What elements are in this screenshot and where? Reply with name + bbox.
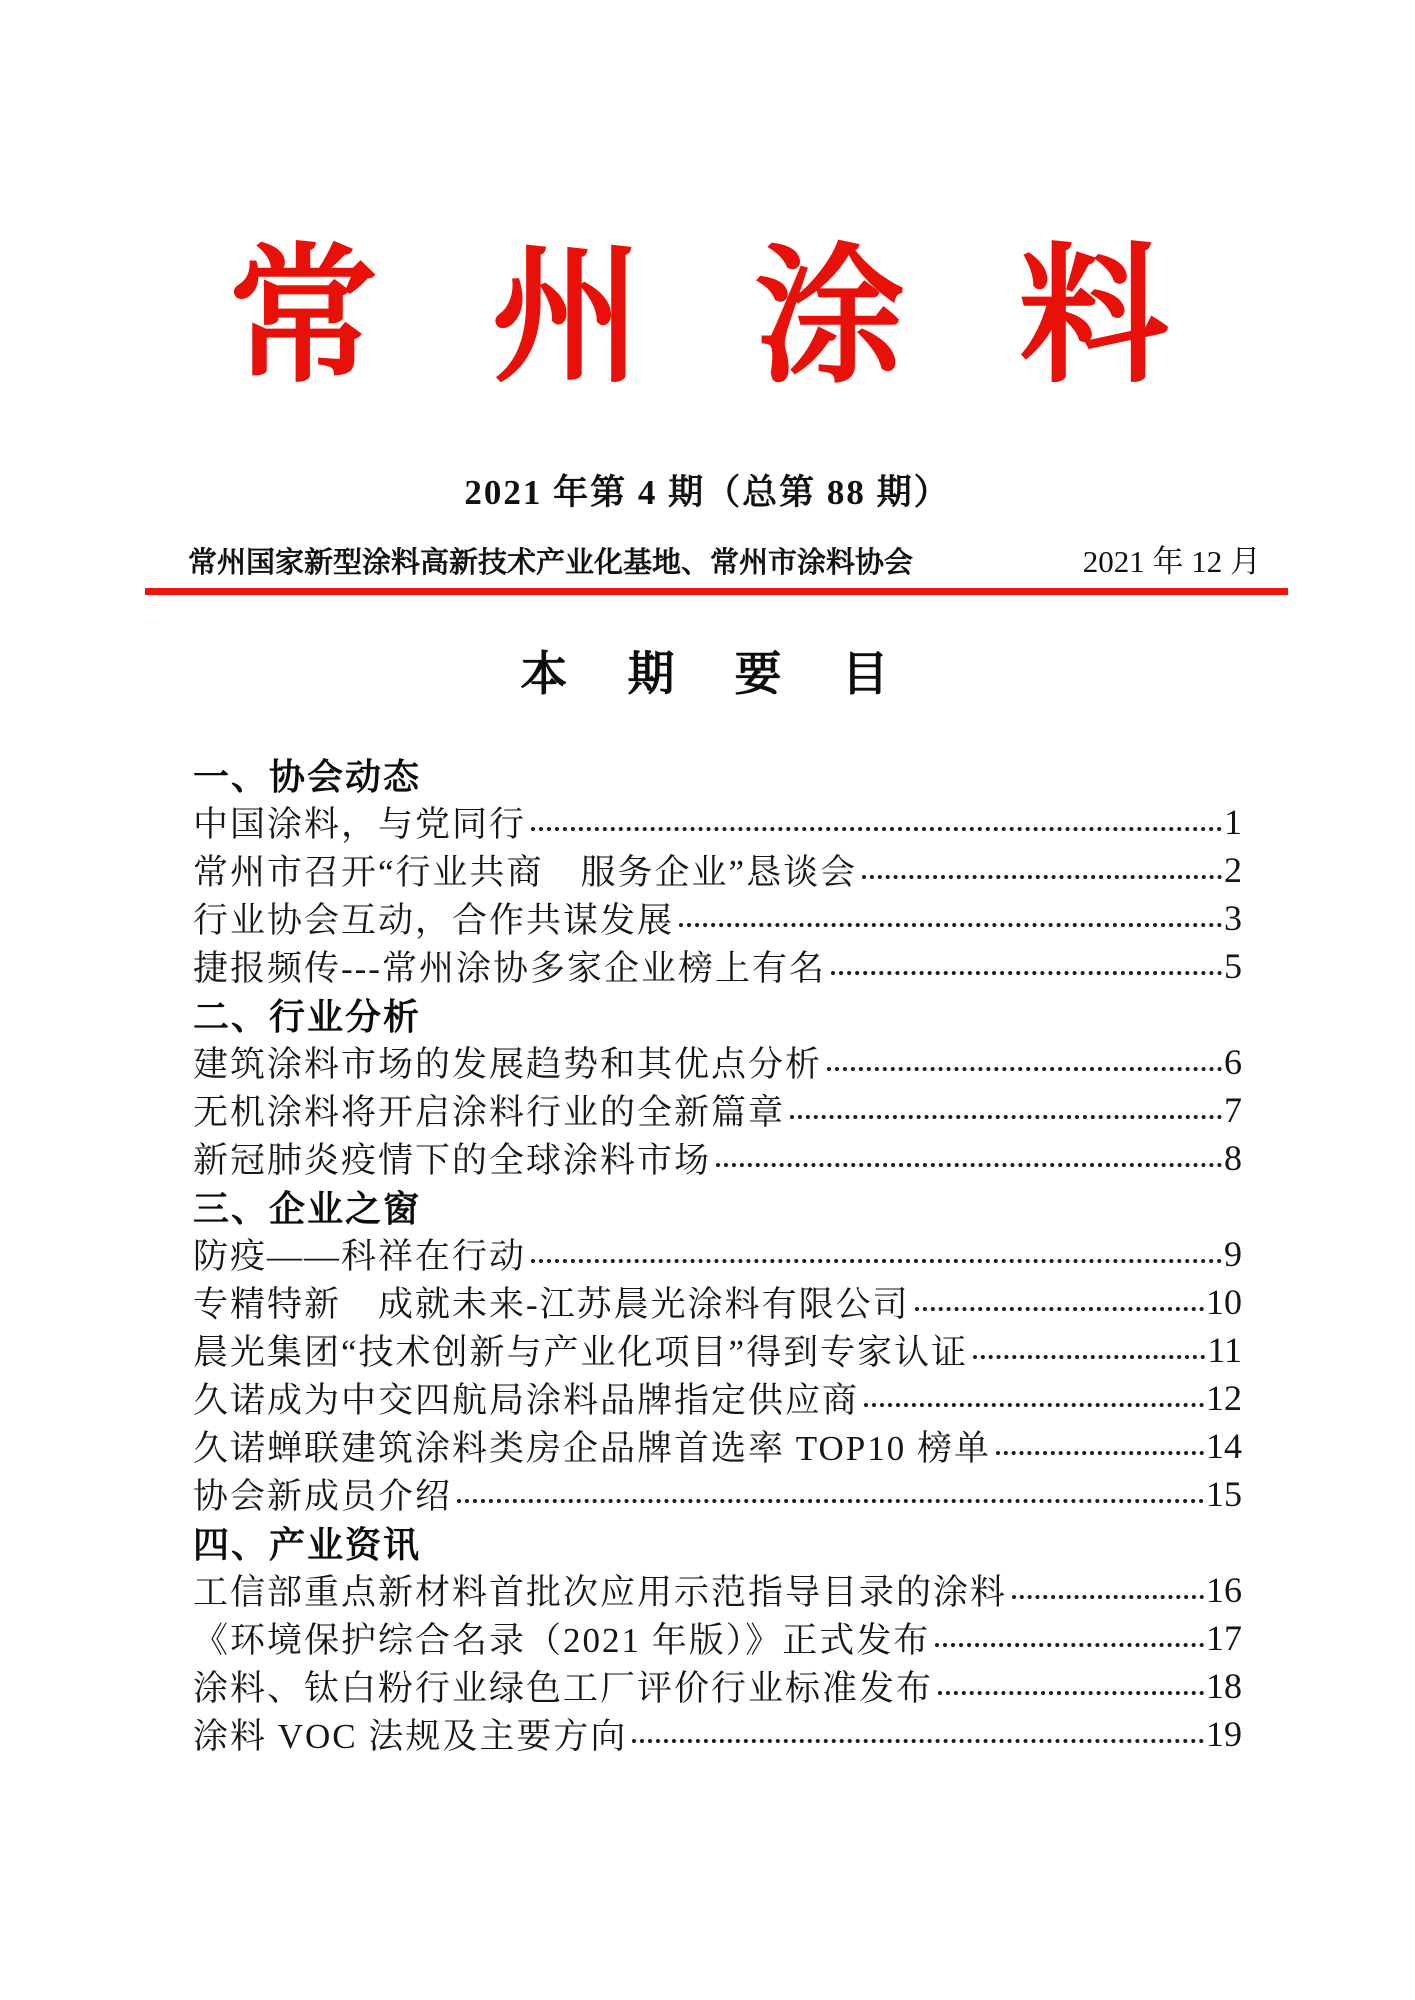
toc-section-row bbox=[193, 990, 1242, 1038]
toc-section-row bbox=[193, 1518, 1242, 1566]
toc-entry-page-number: 8 bbox=[1224, 1138, 1242, 1178]
toc-entry bbox=[193, 1374, 1242, 1422]
toc-entry-title: 无机涂料将开启涂料行业的全新篇章 bbox=[193, 1093, 786, 1132]
table-of-contents bbox=[193, 750, 1242, 1758]
toc-entry bbox=[193, 1614, 1242, 1662]
toc-entry-title: 行业协会互动，合作共谋发展 bbox=[193, 901, 675, 940]
toc-dot-leader bbox=[531, 1259, 1222, 1263]
toc-entry-page-number: 18 bbox=[1206, 1666, 1242, 1706]
toc-entry-title: 晨光集团“技术创新与产业化项目”得到专家认证 bbox=[193, 1333, 969, 1372]
masthead-title: 常 州 涂 料 bbox=[228, 235, 1187, 401]
toc-dot-leader bbox=[938, 1691, 1204, 1695]
toc-entry bbox=[193, 894, 1242, 942]
toc-dot-leader bbox=[457, 1499, 1204, 1503]
toc-dot-leader bbox=[996, 1451, 1204, 1455]
toc-entry-page-number: 14 bbox=[1206, 1426, 1242, 1466]
toc-entry-page-number: 9 bbox=[1224, 1234, 1242, 1274]
toc-entry-page-number: 17 bbox=[1206, 1618, 1242, 1658]
toc-dot-leader bbox=[864, 1403, 1204, 1407]
toc-entry bbox=[193, 1566, 1242, 1614]
toc-entry bbox=[193, 1134, 1242, 1182]
toc-section-label: 三、企业之窗 bbox=[193, 1187, 422, 1229]
toc-section-row bbox=[193, 1182, 1242, 1230]
toc-entry bbox=[193, 1038, 1242, 1086]
publisher-row bbox=[188, 540, 1261, 585]
toc-entry bbox=[193, 1278, 1242, 1326]
toc-dot-leader bbox=[827, 1067, 1222, 1071]
toc-entry bbox=[193, 846, 1242, 894]
toc-dot-leader bbox=[915, 1307, 1204, 1311]
toc-entry-title: 工信部重点新材料首批次应用示范指导目录的涂料 bbox=[193, 1573, 1008, 1612]
red-divider-rule bbox=[145, 588, 1288, 595]
toc-entry bbox=[193, 942, 1242, 990]
toc-entry bbox=[193, 1710, 1242, 1758]
toc-entry-title: 建筑涂料市场的发展趋势和其优点分析 bbox=[193, 1045, 823, 1084]
toc-entry-title: 涂料、钛白粉行业绿色工厂评价行业标准发布 bbox=[193, 1669, 934, 1708]
toc-entry-page-number: 6 bbox=[1224, 1042, 1242, 1082]
toc-dot-leader bbox=[716, 1163, 1222, 1167]
toc-entry bbox=[193, 798, 1242, 846]
toc-entry-title: 涂料 VOC 法规及主要方向 bbox=[193, 1717, 628, 1756]
toc-entry-title: 《环境保护综合名录（2021 年版）》正式发布 bbox=[193, 1621, 931, 1660]
toc-entry-title: 新冠肺炎疫情下的全球涂料市场 bbox=[193, 1141, 712, 1180]
toc-section-label: 二、行业分析 bbox=[193, 995, 422, 1037]
toc-entry bbox=[193, 1470, 1242, 1518]
toc-section-label: 四、产业资讯 bbox=[193, 1523, 422, 1565]
toc-dot-leader bbox=[531, 827, 1222, 831]
toc-entry-page-number: 7 bbox=[1224, 1090, 1242, 1130]
toc-entry-page-number: 10 bbox=[1206, 1282, 1242, 1322]
toc-dot-leader bbox=[790, 1115, 1222, 1119]
toc-entry-title: 久诺蝉联建筑涂料类房企品牌首选率 TOP10 榜单 bbox=[193, 1429, 991, 1468]
toc-entry-title: 久诺成为中交四航局涂料品牌指定供应商 bbox=[193, 1381, 860, 1420]
toc-entry-title: 协会新成员介绍 bbox=[193, 1477, 453, 1516]
toc-entry bbox=[193, 1662, 1242, 1710]
toc-entry bbox=[193, 1086, 1242, 1134]
toc-dot-leader bbox=[831, 971, 1222, 975]
toc-entry-page-number: 12 bbox=[1206, 1378, 1242, 1418]
toc-entry-title: 捷报频传---常州涂协多家企业榜上有名 bbox=[193, 949, 826, 988]
issue-date: 2021 年 12 月 bbox=[1082, 544, 1261, 579]
toc-section-row bbox=[193, 750, 1242, 798]
toc-entry-page-number: 16 bbox=[1206, 1570, 1242, 1610]
toc-dot-leader bbox=[973, 1355, 1205, 1359]
toc-entry bbox=[193, 1326, 1242, 1374]
toc-dot-leader bbox=[935, 1643, 1204, 1647]
toc-entry bbox=[193, 1422, 1242, 1470]
publisher-name: 常州国家新型涂料高新技术产业化基地、常州市涂料协会 bbox=[188, 547, 914, 579]
issue-number-line: 2021 年第 4 期（总第 88 期） bbox=[464, 473, 951, 512]
toc-section-label: 一、协会动态 bbox=[193, 755, 422, 797]
toc-dot-leader bbox=[632, 1739, 1204, 1743]
toc-dot-leader bbox=[1012, 1595, 1204, 1599]
toc-entry-page-number: 15 bbox=[1206, 1474, 1242, 1514]
toc-entry bbox=[193, 1230, 1242, 1278]
toc-entry-page-number: 19 bbox=[1206, 1714, 1242, 1754]
toc-entry-title: 常州市召开“行业共商 服务企业”恳谈会 bbox=[193, 853, 858, 892]
toc-entry-page-number: 11 bbox=[1207, 1330, 1242, 1370]
toc-entry-page-number: 2 bbox=[1224, 850, 1242, 890]
toc-dot-leader bbox=[862, 875, 1222, 879]
toc-entry-page-number: 5 bbox=[1224, 946, 1242, 986]
toc-entry-page-number: 1 bbox=[1224, 802, 1242, 842]
toc-heading: 本 期 要 目 bbox=[520, 647, 895, 700]
toc-dot-leader bbox=[679, 923, 1222, 927]
toc-entry-title: 防疫——科祥在行动 bbox=[193, 1237, 527, 1276]
toc-entry-title: 中国涂料，与党同行 bbox=[193, 805, 527, 844]
toc-entry-title: 专精特新 成就未来-江苏晨光涂料有限公司 bbox=[193, 1285, 910, 1324]
toc-entry-page-number: 3 bbox=[1224, 898, 1242, 938]
